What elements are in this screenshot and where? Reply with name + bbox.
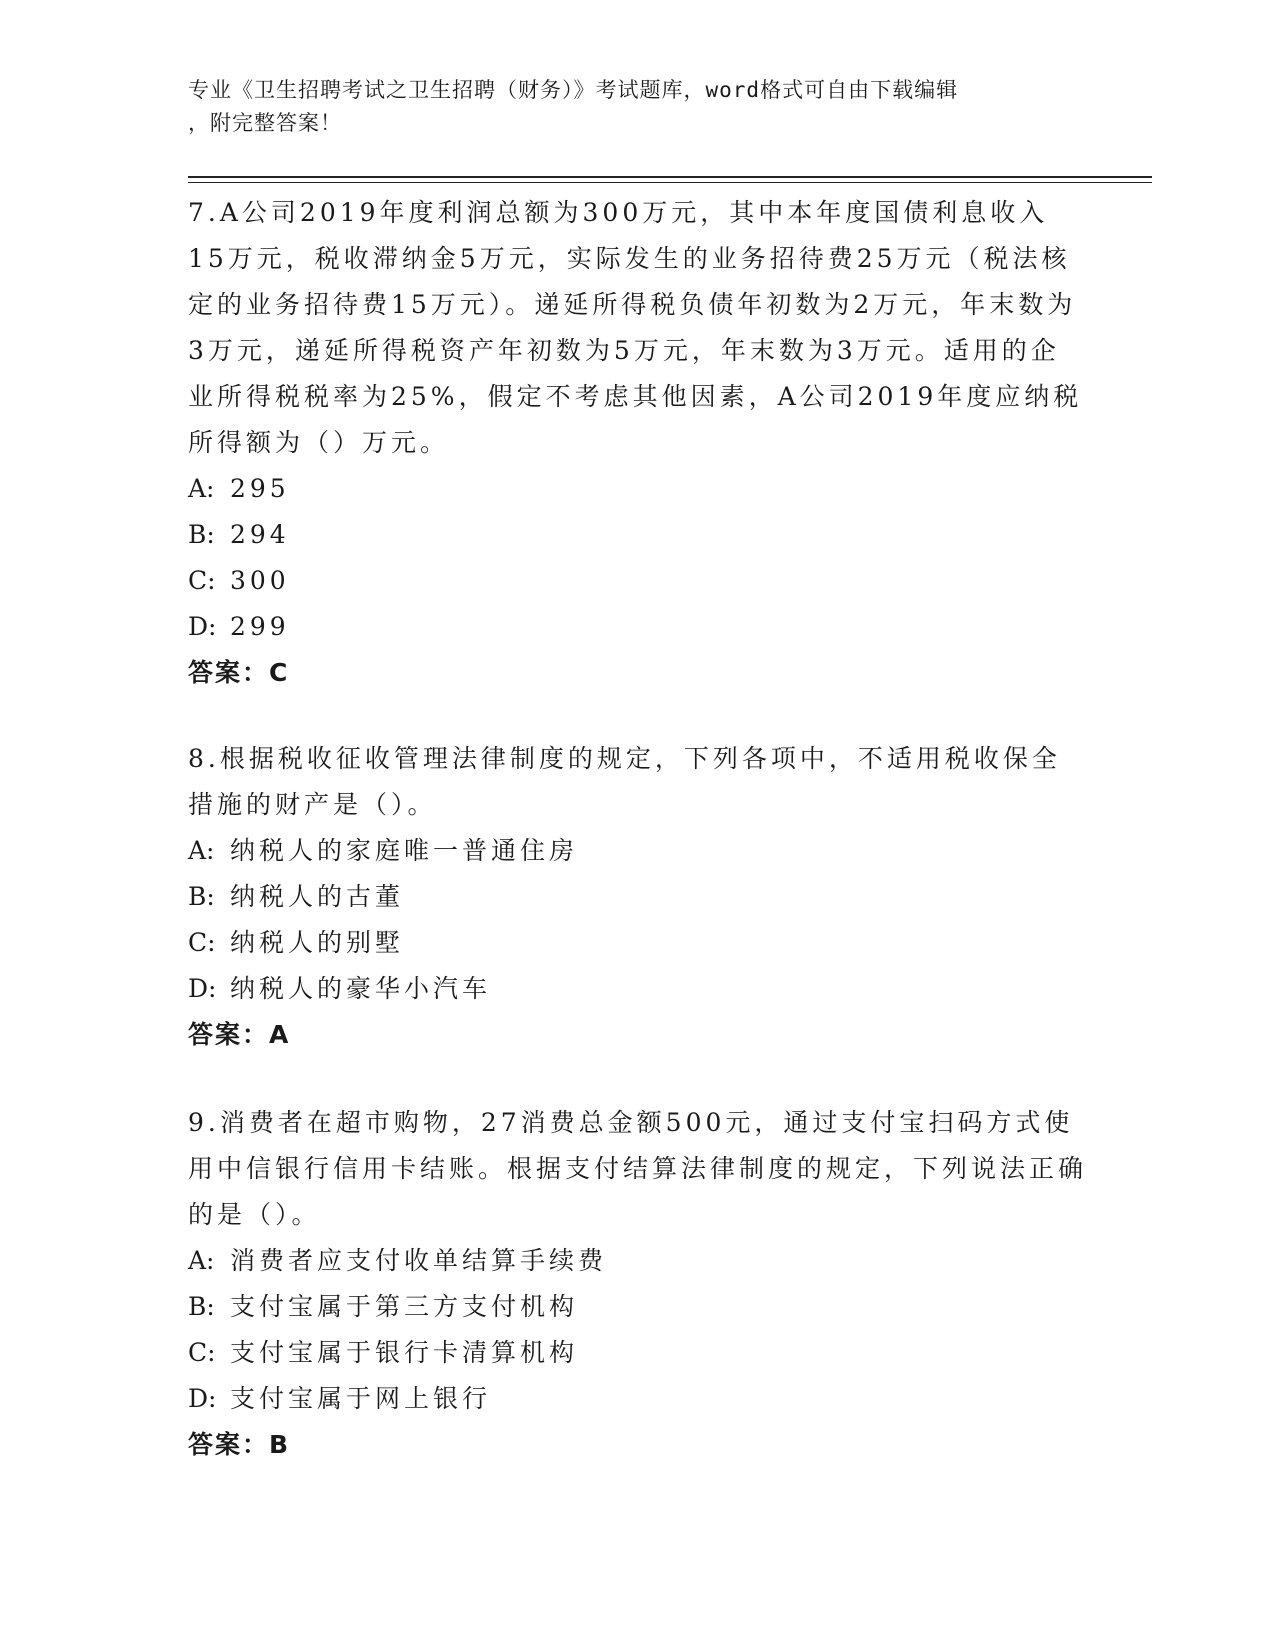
header-divider (188, 176, 1152, 178)
option-letter: B: (188, 1292, 215, 1321)
option-a (188, 828, 1088, 874)
option-b (188, 512, 1088, 558)
question-text: 7.A公司2019年度利润总额为300万元，其中本年度国债利息收入15万元，税收滞纳金5万元，实际发生的业务招待费25万元（税法核定的业务招待费15万元）。递延所得税负债年初数为2万元，年末数为3万元，递延所得税资产年初数为5万元，年末数为3万元。适用的企业所得税税率为25%，假定不考虑其他因素，A公司2019年度应纳税所得额为（）万元。 (188, 198, 1083, 457)
option-letter: B: (188, 520, 215, 549)
option-text: 支付宝属于网上银行 (230, 1384, 492, 1413)
option-letter: D: (188, 612, 217, 641)
option-a (188, 1238, 1088, 1284)
answer: 答案：C (188, 658, 290, 687)
header-line-2: ，附完整答案！ (188, 111, 342, 135)
option-d (188, 604, 1088, 650)
question-text: 9.消费者在超市购物，27消费总金额500元，通过支付宝扫码方式使用中信银行信用卡结账。根据支付结算法律制度的规定，下列说法正确的是（）。 (188, 1108, 1088, 1229)
option-text: 支付宝属于银行卡清算机构 (230, 1338, 579, 1367)
header-line-1: 专业《卫生招聘考试之卫生招聘（财务）》考试题库，word格式可自由下载编辑 (188, 78, 959, 102)
option-d (188, 966, 1088, 1012)
option-letter: A: (188, 836, 215, 865)
question-7 (188, 190, 1088, 696)
answer: 答案：A (188, 1020, 291, 1049)
option-letter: D: (188, 1384, 217, 1413)
option-b (188, 874, 1088, 920)
question-9 (188, 1100, 1088, 1468)
header-divider-thin (188, 182, 1152, 183)
option-text: 295 (230, 474, 290, 503)
option-letter: B: (188, 882, 215, 911)
option-text: 纳税人的别墅 (230, 928, 405, 957)
option-text: 299 (230, 612, 290, 641)
option-b (188, 1284, 1088, 1330)
option-text: 消费者应支付收单结算手续费 (230, 1246, 608, 1275)
option-letter: C: (188, 566, 216, 595)
option-text: 294 (230, 520, 290, 549)
option-a (188, 466, 1088, 512)
option-letter: C: (188, 1338, 216, 1367)
answer: 答案：B (188, 1430, 291, 1459)
option-text: 纳税人的家庭唯一普通住房 (230, 836, 579, 865)
option-text: 支付宝属于第三方支付机构 (230, 1292, 579, 1321)
option-letter: D: (188, 974, 217, 1003)
option-letter: C: (188, 928, 216, 957)
option-c (188, 1330, 1088, 1376)
option-c (188, 558, 1088, 604)
option-text: 纳税人的豪华小汽车 (230, 974, 492, 1003)
document-header (188, 74, 1068, 140)
option-c (188, 920, 1088, 966)
option-text: 300 (230, 566, 290, 595)
option-d (188, 1376, 1088, 1422)
option-letter: A: (188, 474, 215, 503)
question-text: 8.根据税收征收管理法律制度的规定，下列各项中，不适用税收保全措施的财产是（）。 (188, 744, 1061, 819)
option-text: 纳税人的古董 (230, 882, 405, 911)
option-letter: A: (188, 1246, 215, 1275)
question-8 (188, 736, 1088, 1058)
